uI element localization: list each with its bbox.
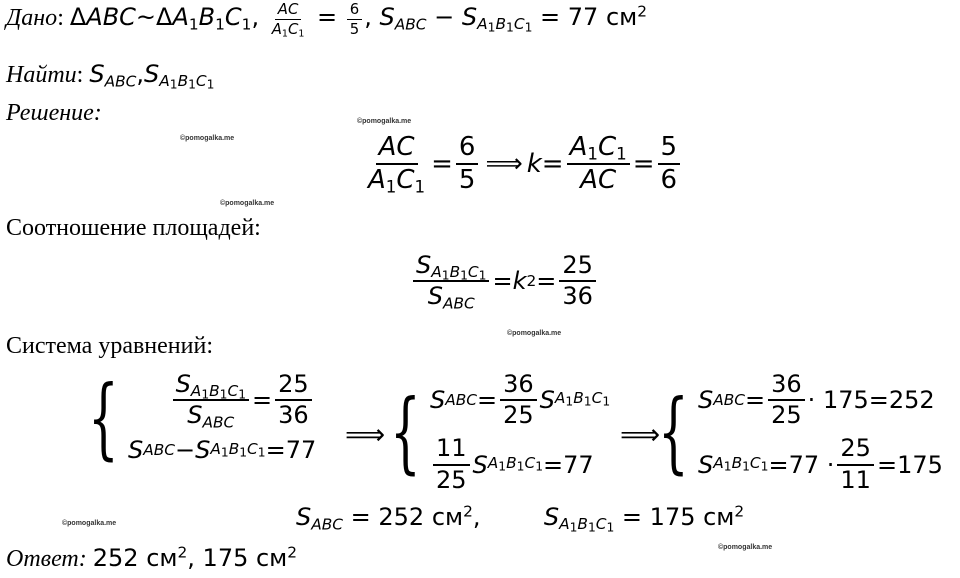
watermark: ©pomogalka.me <box>507 330 562 337</box>
given-line: Дано: $\Delta ABC\sim\Delta A_1B_1C_1$, $\frac{AC}{A_1C_1}$ = $\frac{6}{5}$ , $S_{ABC} - S_{A_1B_1C_1} = 77$ $см^2$ <box>6 0 648 40</box>
implies-arrow-2: ⟹ <box>620 418 661 451</box>
brace-icon: { <box>658 380 689 484</box>
watermark: ©pomogalka.me <box>718 544 773 551</box>
system-1: { $\frac{S_{A_1B_1C_1}}{S_{ABC}}$ = $\frac{25}{36}$ S ABC − S $A_1B_1C_1$ = 77 <box>88 366 317 470</box>
watermark: ©pomogalka.me <box>62 520 117 527</box>
watermark: ©pomogalka.me <box>220 200 275 207</box>
result-line: $S_{ABC} = 252$ $см^2$, $S_{A_1B_1C_1} = 175$ $см^2$ <box>296 502 745 535</box>
system-3: { S ABC = $\frac{36}{25}$ · 175 = 252 S $A_1B_1C_1$ = 77 · $\frac{25}{11}$ = 175 <box>658 370 943 494</box>
brace-icon: { <box>390 380 421 484</box>
solution-label: Решение: <box>6 100 102 126</box>
answer-values: 252 $см^2$, 175 $см^2$ <box>92 543 298 572</box>
watermark: ©pomogalka.me <box>357 118 412 125</box>
similarity-ratio-equation: $\frac{AC}{A_1C_1}$ = $\frac{6}{5}$ ⟹ k = $\frac{A_1C_1}{AC}$ = $\frac{5}{6}$ <box>362 134 683 195</box>
answer-label: Ответ: <box>6 546 87 572</box>
find-targets: $S_{ABC},S_{A_1B_1C_1}$ <box>89 60 215 92</box>
similarity-statement: $\Delta ABC\sim\Delta A_1B_1C_1$, <box>69 3 267 34</box>
area-ratio-heading: Соотношение площадей: <box>6 215 261 241</box>
answer-line <box>6 544 297 573</box>
area-ratio-equation: $\frac{S_{A_1B_1C_1}}{S_{ABC}}$ = k 2 = $\frac{25}{36}$ <box>410 253 599 309</box>
ratio-fraction-small: $\frac{AC}{A_1C_1}$ <box>271 0 305 40</box>
system-heading: Система уравнений: <box>6 333 213 359</box>
area-difference: $S_{ABC} - S_{A_1B_1C_1} = 77$ $см^2$ <box>379 2 648 35</box>
find-label: Найти <box>6 62 77 88</box>
find-line: Найти: $S_{ABC},S_{A_1B_1C_1}$ <box>6 60 215 92</box>
system-2: { S ABC = $\frac{36}{25}$ S $A_1B_1C_1$ $\frac{11}{25}$ S $A_1B_1C_1$ = 77 <box>390 370 611 494</box>
implies-arrow-1: ⟹ <box>345 418 386 451</box>
watermark: ©pomogalka.me <box>180 135 235 142</box>
given-label: Дано <box>6 5 58 32</box>
brace-icon: { <box>88 366 119 470</box>
ratio-value-small: $\frac{6}{5}$ <box>347 2 362 37</box>
